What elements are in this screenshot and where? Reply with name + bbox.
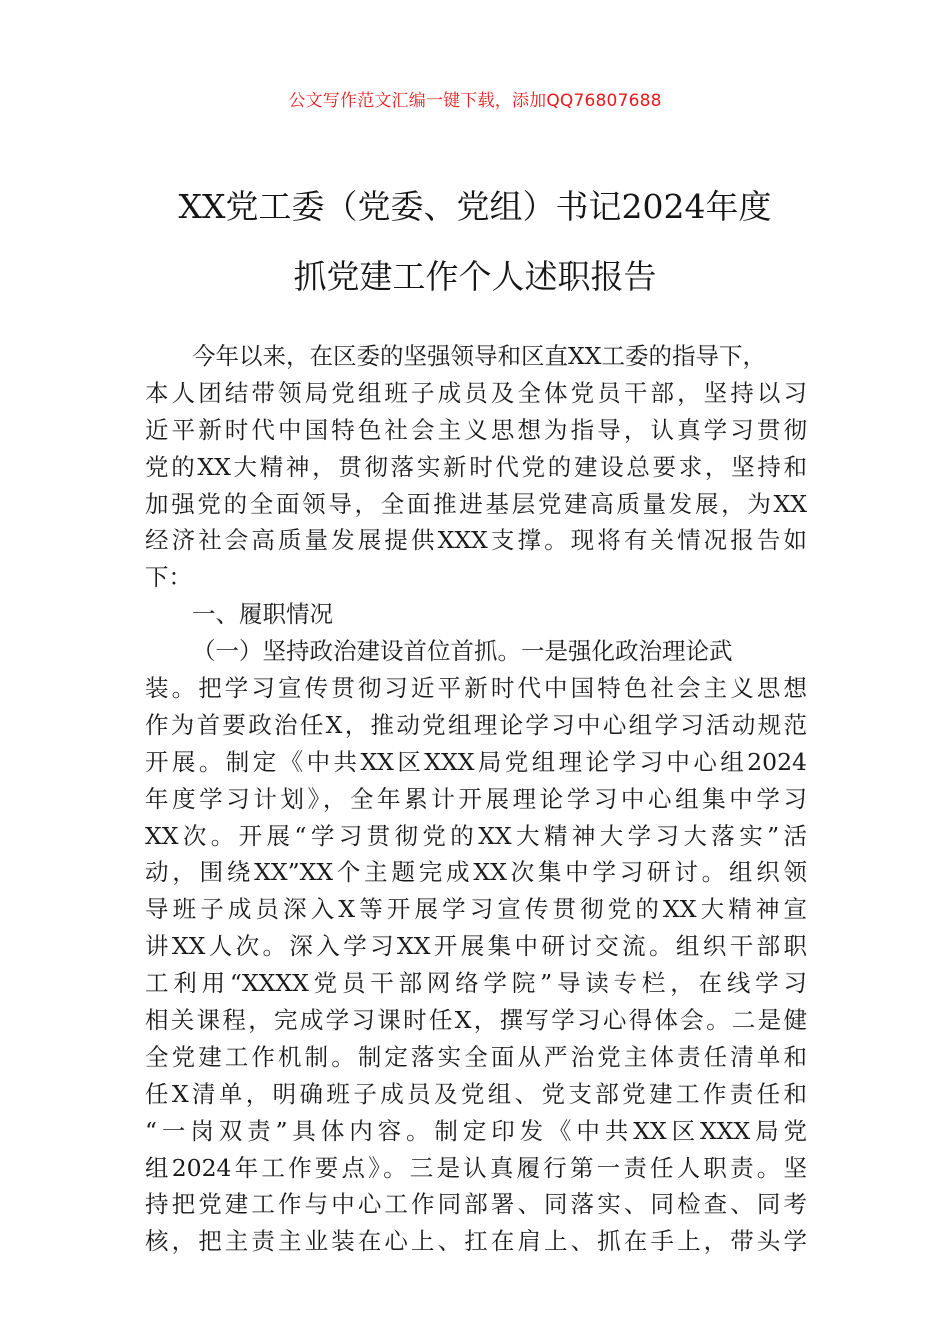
download-banner: 公文写作范文汇编一键下载，添加QQ76807688 [288,91,662,111]
text-line: 导班子成员深入X等开展学习宣传贯彻党的XX大精神宣 [145,895,807,924]
text-line: 工利用“XXXX党员干部网络学院”导读专栏，在线学习 [145,969,807,998]
text-line: 作为首要政治任X，推动党组理论学习中心组学习活动规范 [145,710,807,739]
text-line: 核，把主责主业装在心上、扛在肩上、抓在手上，带头学 [145,1227,807,1256]
text-line: XX次。开展“学习贯彻党的XX大精神大学习大落实”活 [145,821,807,850]
text-line: 动，围绕XX”XX个主题完成XX次集中学习研讨。组织领 [145,858,807,887]
text-line: 装。把学习宣传贯彻习近平新时代中国特色社会主义思想 [145,674,807,703]
text-line: 持把党建工作与中心工作同部署、同落实、同检查、同考 [145,1190,807,1219]
text-line: 党的XX大精神，贯彻落实新时代党的建设总要求，坚持和 [145,452,807,481]
title-line-1: XX党工委（党委、党组）书记2024年度 [178,187,772,226]
text-line: 经济社会高质量发展提供XXX支撑。现将有关情况报告如 [145,526,807,555]
text-line: 相关课程，完成学习课时任X，撰写学习心得体会。二是健 [145,1006,807,1035]
text-line: 任X清单，明确班子成员及党组、党支部党建工作责任和 [145,1079,807,1108]
text-line: 本人团结带领局党组班子成员及全体党员干部，坚持以习 [145,378,807,407]
body-text [145,338,807,1260]
text-line: 开展。制定《中共XX区XXX局党组理论学习中心组2024 [145,747,807,776]
text-line: 组2024年工作要点》。三是认真履行第一责任人职责。坚 [145,1153,807,1182]
title-line-2: 抓党建工作个人述职报告 [293,257,657,296]
text-line: 近平新时代中国特色社会主义思想为指导，认真学习贯彻 [145,415,807,444]
text-line: 今年以来，在区委的坚强领导和区直XX工委的指导下， [192,342,766,370]
text-line: “一岗双责”具体内容。制定印发《中共XX区XXX局党 [145,1116,807,1145]
text-line: 年度学习计划》，全年累计开展理论学习中心组集中学习 [145,784,807,813]
text-line: （一）坚持政治建设首位首抓。一是强化政治理论武 [192,637,733,666]
text-line: 全党建工作机制。制定落实全面从严治党主体责任清单和 [145,1042,807,1071]
document-title [0,172,950,312]
text-line: 讲XX人次。深入学习XX开展集中研讨交流。组织干部职 [145,932,807,961]
section-heading: 一、履职情况 [192,600,333,629]
text-line: 下： [145,563,192,592]
text-line: 加强党的全面领导，全面推进基层党建高质量发展，为XX [145,489,807,518]
